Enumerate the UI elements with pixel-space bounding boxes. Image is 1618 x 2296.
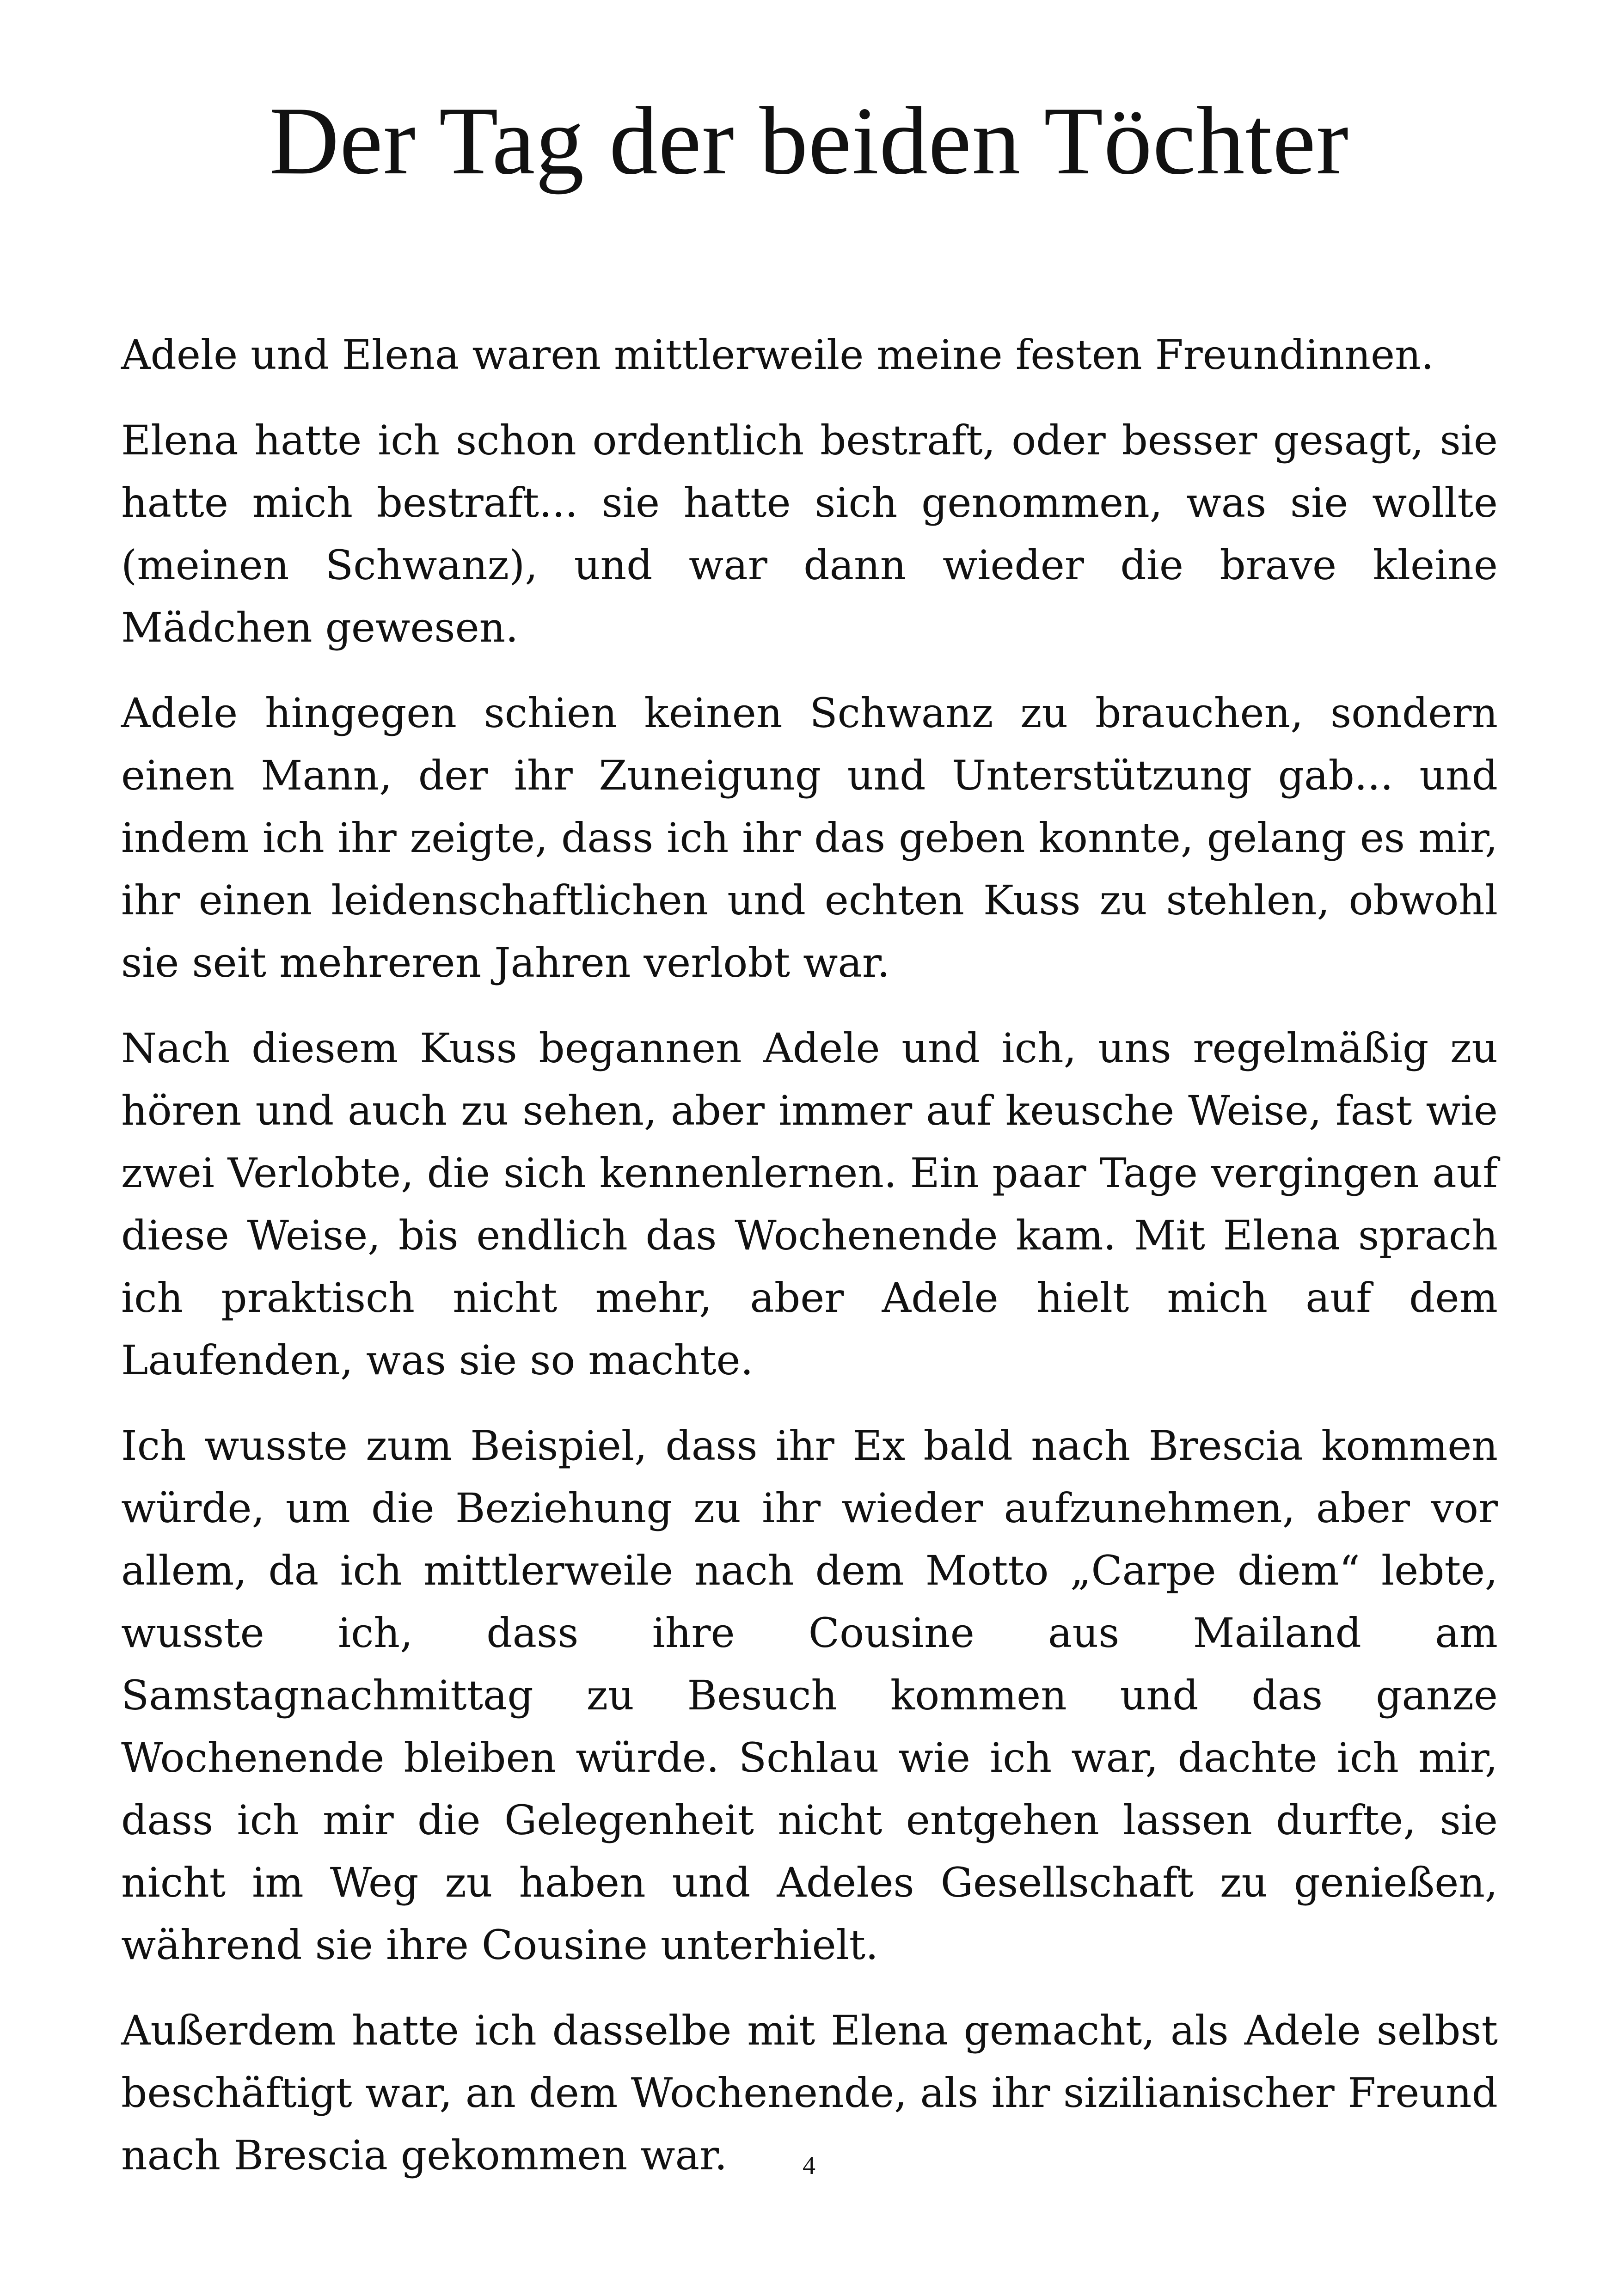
body-text xyxy=(121,324,1498,2210)
page-title: Der Tag der beiden Töchter xyxy=(269,87,1349,195)
paragraph-6: Außerdem hatte ich dasselbe mit Elena gemacht, als Adele selbst beschäftigt war, an dem Wochenende, als ihr sizilianischer Freund nach Brescia gekommen war. xyxy=(121,2007,1498,2179)
paragraph-5: Ich wusste zum Beispiel, dass ihr Ex bald nach Brescia kommen würde, um die Beziehung zu ihr wieder aufzunehmen, aber vor allem, da ich mittlerweile nach dem Motto „Carpe diem“ lebte, wusste ich, dass ihre Cousine aus Mailand am Samstagnachmittag zu Besuch kommen und das ganze Wochenende bleiben würde. Schlau wie ich war, dachte ich mir, dass ich mir die Gelegenheit nicht entgehen lassen durfte, sie nicht im Weg zu haben und Adeles Gesellschaft zu genießen, während sie ihre Cousine unterhielt. xyxy=(121,1422,1498,1969)
paragraph-2: Elena hatte ich schon ordentlich bestraft, oder besser gesagt, sie hatte mich bestraft... sie hatte sich genommen, was sie wollte (meinen Schwanz), und war dann wieder die brave kleine Mädchen gewesen. xyxy=(121,416,1498,651)
paragraph-4: Nach diesem Kuss begannen Adele und ich, uns regelmäßig zu hören und auch zu sehen, aber immer auf keusche Weise, fast wie zwei Verlobte, die sich kennenlernen. Ein paar Tage vergingen auf diese Weise, bis endlich das Wochenende kam. Mit Elena sprach ich praktisch nicht mehr, aber Adele hielt mich auf dem Laufenden, was sie so machte. xyxy=(121,1024,1498,1384)
paragraph-1: Adele und Elena waren mittlerweile meine festen Freundinnen. xyxy=(121,331,1434,379)
paragraph-3: Adele hingegen schien keinen Schwanz zu brauchen, sondern einen Mann, der ihr Zuneigung und Unterstützung gab... und indem ich ihr zeigte, dass ich ihr das geben konnte, gelang es mir, ihr einen leidenschaftlichen und echten Kuss zu stehlen, obwohl sie seit mehreren Jahren verlobt war. xyxy=(121,689,1498,986)
page-number: 4 xyxy=(803,2151,815,2180)
